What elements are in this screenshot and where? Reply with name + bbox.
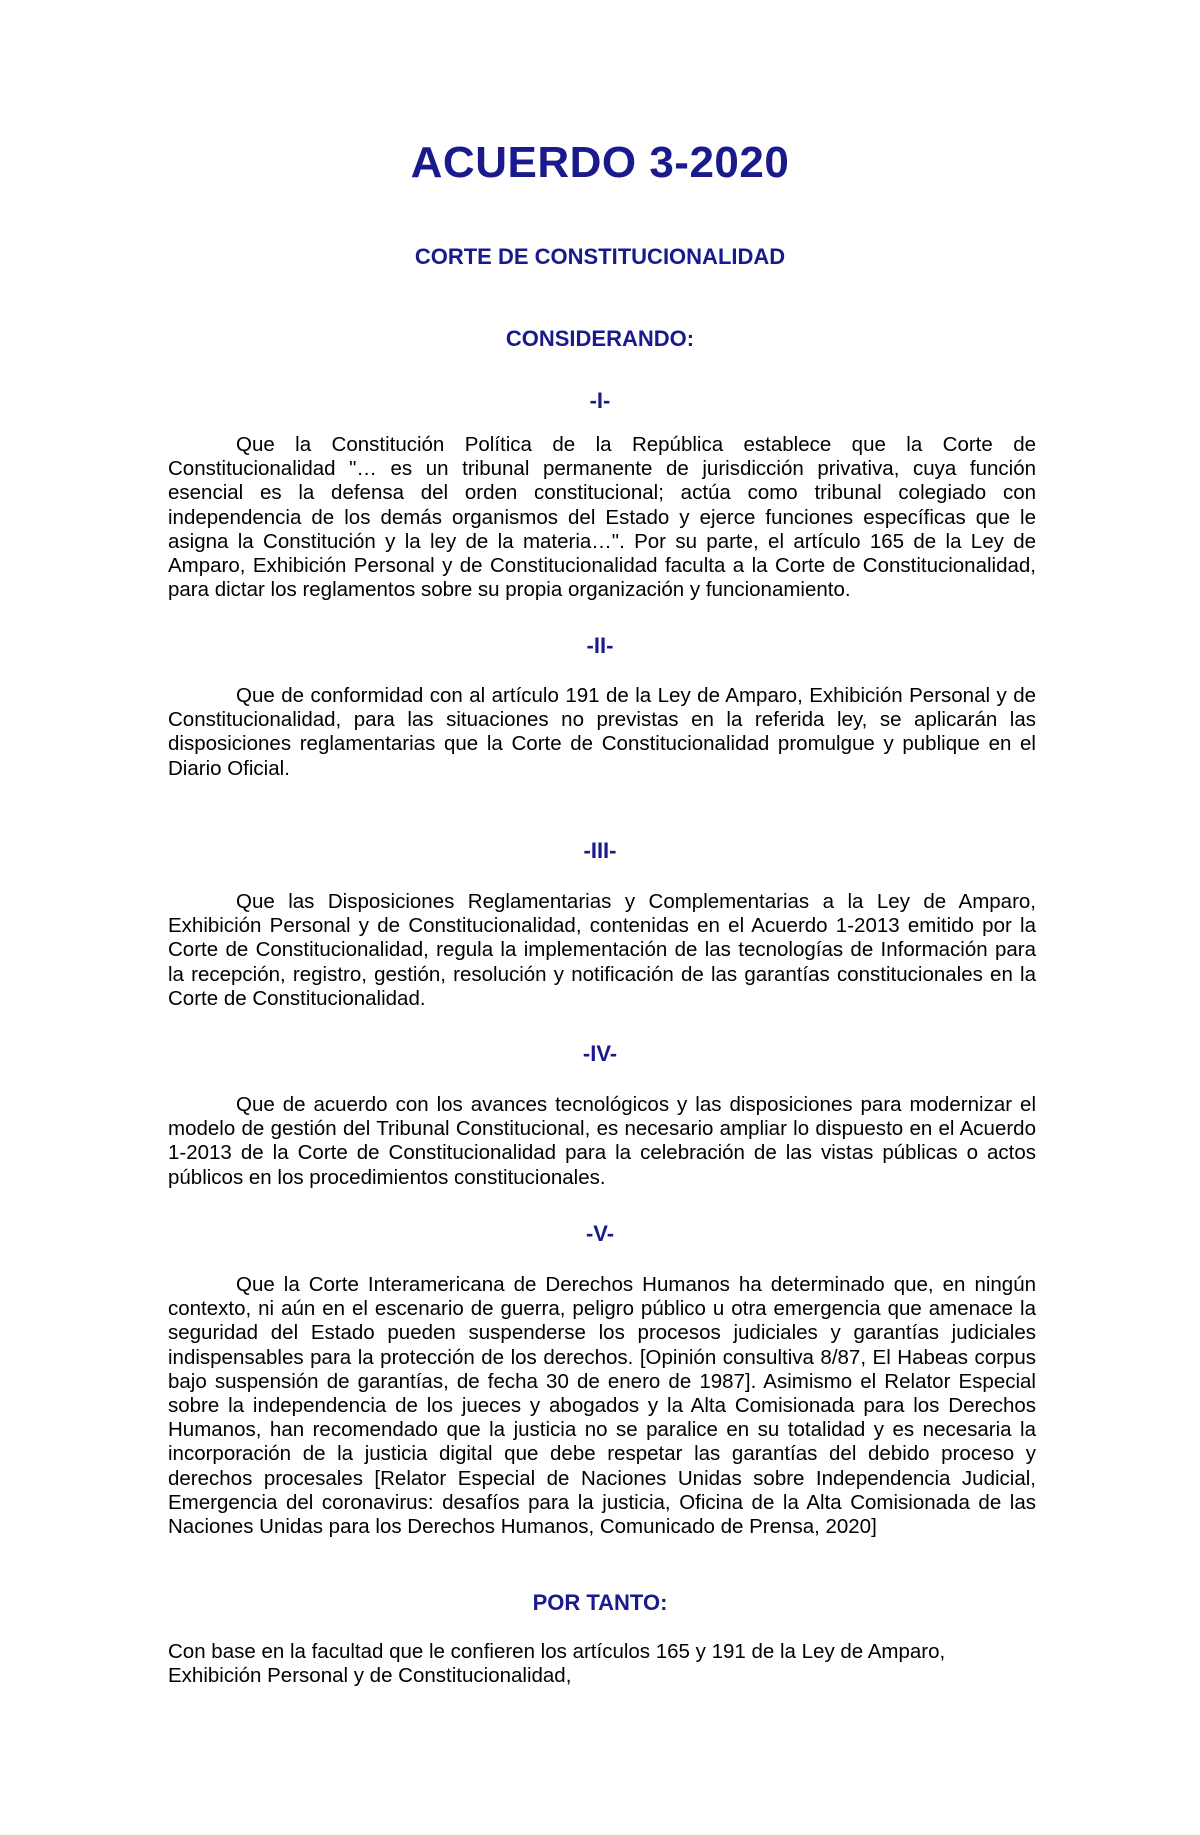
document-subtitle: CORTE DE CONSTITUCIONALIDAD <box>414 244 786 269</box>
considerando-number-2: -II- <box>586 633 614 658</box>
considerando-number-1: -I- <box>589 388 611 413</box>
considerando-paragraph-3 <box>168 890 1036 1011</box>
considerando-text-1: Que la Constitución Política de la República establece que la Corte de Constitucionalidad "… es un tribunal permanente de jurisdicción privativa, cuya función esencial es la defensa del orden constitucional; actúa como tribunal colegiado con independencia de los demás organismos del Estado y ejerce funciones específicas que le asigna la Constitución y la ley de la materia…". Por su parte, el artículo 165 de la Ley de Amparo, Exhibición Personal y de Constitucionalidad faculta a la Corte de Constitucionalidad, para dictar los reglamentos sobre su propia organización y funcionamiento. <box>168 433 1036 602</box>
considerando-heading: CONSIDERANDO: <box>505 326 695 351</box>
por-tanto-paragraph: Con base en la facultad que le confieren los artículos 165 y 191 de la Ley de Amparo, Exhibición Personal y de Constitucionalidad, <box>168 1640 946 1688</box>
considerando-number-3: -III- <box>583 838 617 863</box>
considerando-text-5: Que la Corte Interamericana de Derechos Humanos ha determinado que, en ningún contexto, ni aún en el escenario de guerra, peligro público u otra emergencia que amenace la seguridad del Estado pueden suspenderse los procesos judiciales y garantías judiciales indispensables para la protección de los derechos. [Opinión consultiva 8/87, El Habeas corpus bajo suspensión de garantías, de fecha 30 de enero de 1987]. Asimismo el Relator Especial sobre la independencia de los jueces y abogados y la Alta Comisionada para los Derechos Humanos, han recomendado que la justicia no se paralice en su totalidad y es necesaria la incorporación de la justicia digital que debe respetar las garantías del debido proceso y derechos procesales [Relator Especial de Naciones Unidas sobre Independencia Judicial, Emergencia del coronavirus: desafíos para la justicia, Oficina de la Alta Comisionada de las Naciones Unidas para los Derechos Humanos, Comunicado de Prensa, 2020] <box>168 1273 1036 1539</box>
considerando-number-4: -IV- <box>582 1041 618 1066</box>
considerando-number-5: -V- <box>585 1221 615 1246</box>
considerando-paragraph-2 <box>168 684 1036 781</box>
considerando-text-3: Que las Disposiciones Reglamentarias y Complementarias a la Ley de Amparo, Exhibición Personal y de Constitucionalidad, contenidas en el Acuerdo 1-2013 emitido por la Corte de Constitucionalidad, regula la implementación de las tecnologías de Información para la recepción, registro, gestión, resolución y notificación de las garantías constitucionales en la Corte de Constitucionalidad. <box>168 890 1036 1010</box>
document-title: ACUERDO 3-2020 <box>410 138 790 187</box>
considerando-text-2: Que de conformidad con al artículo 191 de la Ley de Amparo, Exhibición Personal y de Constitucionalidad, para las situaciones no previstas en la referida ley, se aplicarán las disposiciones reglamentarias que la Corte de Constitucionalidad promulgue y publique en el Diario Oficial. <box>168 684 1036 780</box>
por-tanto-heading: POR TANTO: <box>532 1590 668 1615</box>
considerando-text-4: Que de acuerdo con los avances tecnológicos y las disposiciones para modernizar el modelo de gestión del Tribunal Constitucional, es necesario ampliar lo dispuesto en el Acuerdo 1-2013 de la Corte de Constitucionalidad para la celebración de las vistas públicas o actos públicos en los procedimientos constitucionales. <box>168 1093 1036 1189</box>
considerando-paragraph-5 <box>168 1273 1036 1539</box>
considerando-paragraph-1 <box>168 433 1036 602</box>
considerando-paragraph-4 <box>168 1093 1036 1190</box>
